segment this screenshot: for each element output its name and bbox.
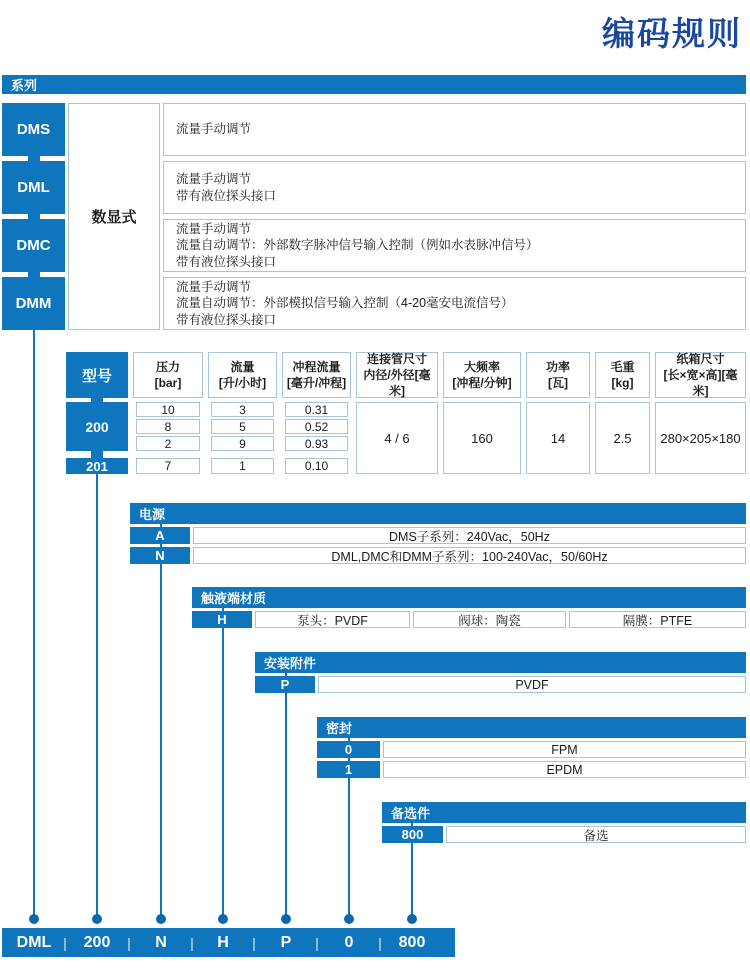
connector-dot-material: [218, 914, 228, 924]
mounting-code-p: P: [255, 676, 315, 693]
desc-line: 流量手动调节: [176, 172, 252, 186]
code-segment-options: 800: [398, 933, 426, 951]
col-header-flow: [208, 352, 277, 398]
cell-201-stroke: 0.10: [285, 458, 348, 474]
desc-line: 流量手动调节: [176, 122, 252, 137]
power-section-header: [130, 503, 746, 524]
cell-shared-weight: 2.5: [595, 402, 650, 474]
desc-line: 流量自动调节：外部数字脉冲信号输入控制（例如水表脉冲信号）: [176, 238, 539, 253]
col-title: 功率: [545, 360, 570, 374]
series-desc-dms: [163, 103, 746, 156]
seal-header-label: 密封: [326, 721, 353, 736]
desc-line: 带有液位探头接口: [176, 312, 277, 327]
material-section-header: [192, 587, 746, 608]
connector-dot-model: [92, 914, 102, 924]
cell-shared-frequency: 160: [443, 402, 521, 474]
seal-code-0: 0: [317, 741, 380, 758]
code-segment-series: DML: [16, 933, 52, 951]
cell-201-flow: 1: [211, 458, 274, 474]
col-header-carton-size: [655, 352, 746, 398]
seal-section-header: [317, 717, 746, 738]
material-header-label: 触液端材质: [201, 591, 267, 606]
cell-200-r1-flow: 5: [211, 419, 274, 434]
connector-dot-series: [29, 914, 39, 924]
col-unit: [bar]: [154, 376, 182, 390]
code-segment-seal: 0: [344, 933, 354, 951]
model-code-201: 201: [66, 458, 128, 474]
product-code-bar: [2, 928, 455, 957]
col-unit: [瓦]: [548, 376, 568, 390]
desc-line: 带有液位探头接口: [176, 254, 277, 269]
cell-201-pressure: 7: [136, 458, 200, 474]
material-value-valve-ball: 阀球：陶瓷: [413, 611, 566, 628]
series-group-label: 数显式: [68, 103, 160, 330]
series-code-dms: DMS: [2, 103, 65, 156]
series-section-header: [2, 75, 746, 94]
col-title: 流量: [230, 360, 255, 374]
col-header-pressure: [133, 352, 203, 398]
mounting-value-pvdf: PVDF: [318, 676, 746, 693]
power-header-label: 电源: [139, 507, 166, 522]
col-unit: [冲程/分钟]: [452, 376, 512, 390]
mounting-section-header: [255, 652, 746, 673]
power-code-a: A: [130, 527, 190, 544]
seal-value-fpm: FPM: [383, 741, 746, 758]
code-segment-material: H: [217, 933, 229, 951]
series-desc-dml: [163, 161, 746, 214]
col-unit: [kg]: [611, 376, 634, 390]
code-separator: |: [378, 934, 382, 951]
col-header-power: [526, 352, 590, 398]
code-separator: |: [190, 934, 194, 951]
cell-shared-power: 14: [526, 402, 590, 474]
cell-200-r0-flow: 3: [211, 402, 274, 417]
cell-200-r1-pressure: 8: [136, 419, 200, 434]
col-title: 连接管尺寸: [366, 352, 427, 366]
material-value-pump-head: 泵头：PVDF: [255, 611, 410, 628]
options-value: 备选: [446, 826, 746, 843]
material-code-h: H: [192, 611, 252, 628]
connector-dot-mounting: [281, 914, 291, 924]
col-header-stroke-flow: [282, 352, 351, 398]
desc-line: 流量手动调节: [176, 221, 252, 236]
col-header-max-frequency: [443, 352, 521, 398]
col-header-pipe-size: [356, 352, 438, 398]
cell-shared-pipe-size: 4 / 6: [356, 402, 438, 474]
code-separator: |: [252, 934, 256, 951]
col-unit: [升/小时]: [218, 376, 267, 390]
series-desc-dmc: [163, 219, 746, 272]
code-segment-mounting: P: [280, 933, 292, 951]
connector-line-power: [160, 510, 162, 920]
series-code-dmc: DMC: [2, 219, 65, 272]
series-desc-dmm: [163, 277, 746, 330]
code-segment-model: 200: [83, 933, 111, 951]
cell-200-r0-stroke: 0.31: [285, 402, 348, 417]
material-value-diaphragm: 隔膜：PTFE: [569, 611, 746, 628]
options-code-800: 800: [382, 826, 443, 843]
seal-value-epdm: EPDM: [383, 761, 746, 778]
power-code-n: N: [130, 547, 190, 564]
connector-dot-options: [407, 914, 417, 924]
options-header-label: 备选件: [391, 806, 431, 821]
col-title: 大频率: [463, 360, 500, 374]
col-title: 冲程流量: [292, 360, 341, 374]
connector-line-mounting: [285, 659, 287, 920]
seal-code-1: 1: [317, 761, 380, 778]
model-column-header: 型号: [66, 352, 128, 398]
connector-line-material: [222, 594, 224, 920]
col-unit: [毫升/冲程]: [286, 376, 347, 390]
code-separator: |: [127, 934, 131, 951]
col-title: 毛重: [610, 360, 635, 374]
series-header-label: 系列: [11, 78, 38, 93]
cell-shared-carton: 280×205×180: [655, 402, 746, 474]
page-title: 编码规则: [602, 15, 742, 52]
col-title: 纸箱尺寸: [676, 352, 725, 366]
cell-200-r0-pressure: 10: [136, 402, 200, 417]
desc-line: 带有液位探头接口: [176, 188, 277, 203]
options-section-header: [382, 802, 746, 823]
series-code-dmm: DMM: [2, 277, 65, 330]
col-header-weight: [595, 352, 650, 398]
desc-line: 流量手动调节: [176, 279, 252, 294]
code-segment-power: N: [155, 933, 167, 951]
power-value-a: DMS子系列：240Vac，50Hz: [193, 527, 746, 544]
connector-dot-seal: [344, 914, 354, 924]
col-unit: 内径/外径[毫米]: [363, 368, 431, 398]
model-code-200: 200: [66, 402, 128, 451]
cell-200-r2-stroke: 0.93: [285, 436, 348, 451]
power-value-n: DML,DMC和DMM子系列：100-240Vac，50/60Hz: [193, 547, 746, 564]
col-title: 压力: [155, 360, 180, 374]
desc-line: 流量自动调节：外部模拟信号输入控制（4-20毫安电流信号）: [176, 296, 514, 311]
cell-200-r1-stroke: 0.52: [285, 419, 348, 434]
mounting-header-label: 安装附件: [264, 656, 317, 671]
connector-dot-power: [156, 914, 166, 924]
col-unit: [长×宽×高][毫米]: [663, 368, 738, 398]
code-separator: |: [315, 934, 319, 951]
code-separator: |: [63, 934, 67, 951]
series-code-dml: DML: [2, 161, 65, 214]
cell-200-r2-flow: 9: [211, 436, 274, 451]
cell-200-r2-pressure: 2: [136, 436, 200, 451]
